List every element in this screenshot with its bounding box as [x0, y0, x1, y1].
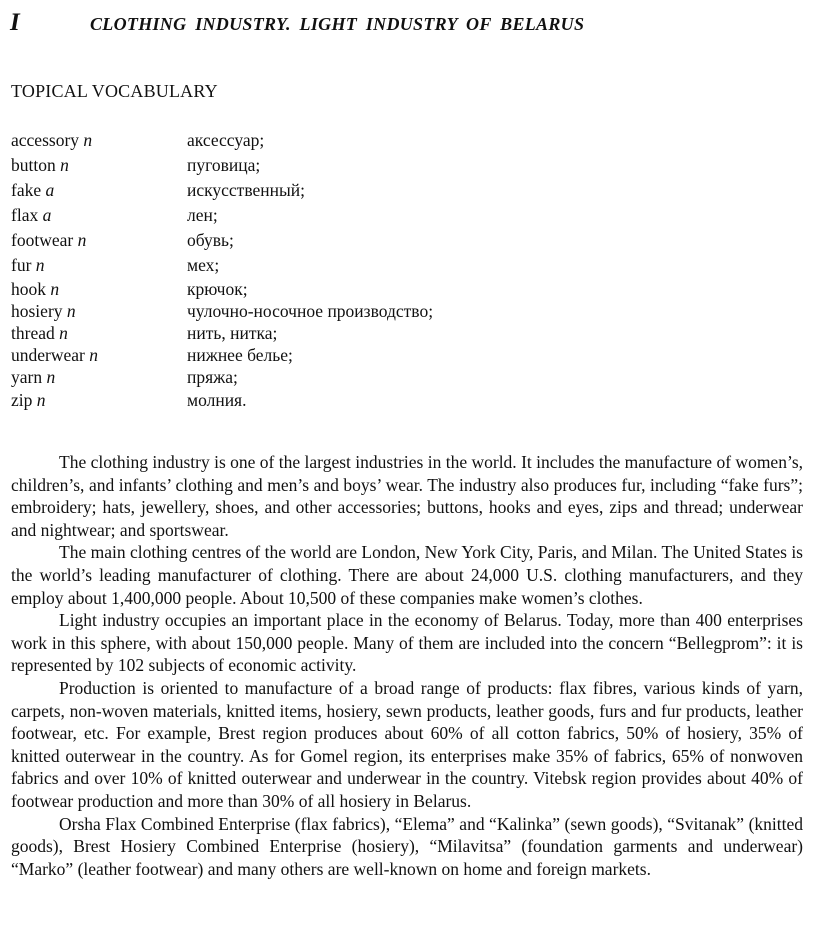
vocabulary-entry — [11, 344, 711, 366]
vocabulary-term — [11, 278, 59, 300]
vocabulary-translation: пряжа; — [187, 367, 238, 387]
part-of-speech: n — [46, 367, 56, 387]
chapter-title: CLOTHING INDUSTRY. LIGHT INDUSTRY OF BELARUS — [90, 14, 585, 34]
vocabulary-entry — [11, 253, 711, 278]
vocabulary-translation: пуговица; — [187, 155, 261, 175]
vocabulary-entry — [11, 178, 711, 203]
part-of-speech: n — [83, 130, 93, 150]
vocabulary-term — [11, 178, 54, 203]
body-text — [11, 451, 803, 880]
vocabulary-term — [11, 344, 98, 366]
vocabulary-word: zip — [11, 390, 33, 410]
vocabulary-term — [11, 300, 76, 322]
vocabulary-translation: искусственный; — [187, 180, 305, 200]
vocabulary-entry — [11, 388, 711, 413]
vocabulary-term — [11, 203, 51, 228]
part-of-speech: n — [36, 390, 46, 410]
vocabulary-entry — [11, 366, 711, 388]
vocabulary-entry — [11, 153, 711, 178]
chapter-number: I — [10, 9, 20, 36]
part-of-speech: n — [66, 301, 76, 321]
vocabulary-word: yarn — [11, 367, 43, 387]
part-of-speech: a — [45, 180, 55, 200]
part-of-speech: n — [60, 155, 69, 175]
vocabulary-term — [11, 253, 45, 278]
part-of-speech: n — [35, 255, 45, 275]
paragraph: Production is oriented to manufacture of a broad range of products: flax fibres, various kinds of yarn, carpets, non-woven materials, knitted items, hosiery, sewn products, leather goods, furs and fur products, leather footwear, etc. For example, Brest region produces about 60% of all cotton fabrics, 50% of hosiery, 35% of knitted outerwear in the country. As for Gomel region, its enterprises make 35% of fabrics, 65% of nonwoven fabrics and over 10% of knitted outerwear and underwear in the country. Vitebsk region provides about 40% of footwear production and more than 30% of all hosiery in Belarus. — [11, 677, 803, 811]
section-title: TOPICAL VOCABULARY — [11, 81, 218, 101]
paragraph: The clothing industry is one of the largest industries in the world. It includes the manufacture of women’s, children’s, and infants’ clothing and men’s and boys’ wear. The industry also produces fur, including “fake furs”; embroidery; hats, jewellery, shoes, and other accessories; buttons, hooks and eyes, zips and thread; underwear and nightwear; and sportswear. — [11, 452, 803, 540]
vocabulary-entry — [11, 300, 711, 322]
vocabulary-term — [11, 322, 68, 344]
paragraph: Light industry occupies an important place in the economy of Belarus. Today, more than 400 enterprises work in this sphere, with about 150,000 people. Many of them are included into the concern “Bellegprom”: it is represented by 102 subjects of economic activity. — [11, 610, 803, 676]
vocabulary-word: fur — [11, 255, 32, 275]
vocabulary-translation: обувь; — [187, 230, 234, 250]
vocabulary-word: hosiery — [11, 301, 63, 321]
vocabulary-translation: мех; — [187, 255, 220, 275]
paragraph: The main clothing centres of the world are London, New York City, Paris, and Milan. The United States is the world’s leading manufacturer of clothing. There are about 24,000 U.S. clothing manufacturers, and they employ about 1,400,000 people. About 10,500 of these companies make women’s clothes. — [11, 542, 803, 608]
part-of-speech: a — [42, 205, 52, 225]
vocabulary-term — [11, 128, 92, 153]
chapter-header — [10, 8, 810, 38]
vocabulary-entry — [11, 203, 711, 228]
vocabulary-translation: нить, нитка; — [187, 323, 278, 343]
vocabulary-term — [11, 388, 46, 413]
vocabulary-entry — [11, 278, 711, 300]
vocabulary-word: footwear — [11, 230, 74, 250]
vocabulary-word: thread — [11, 323, 55, 343]
vocabulary-term — [11, 153, 69, 178]
vocabulary-term — [11, 228, 86, 253]
vocabulary-word: fake — [11, 180, 42, 200]
vocabulary-entry — [11, 128, 711, 153]
part-of-speech: n — [50, 279, 60, 299]
part-of-speech: n — [77, 230, 87, 250]
vocabulary-translation: лен; — [187, 205, 218, 225]
vocabulary-entry — [11, 322, 711, 344]
vocabulary-translation: аксессуар; — [187, 130, 265, 150]
vocabulary-word: accessory — [11, 130, 80, 150]
vocabulary-word: hook — [11, 279, 46, 299]
vocabulary-word: button — [11, 155, 56, 175]
vocabulary-word: underwear — [11, 345, 85, 365]
vocabulary-translation: нижнее белье; — [187, 345, 293, 365]
vocabulary-word: flax — [11, 205, 39, 225]
vocabulary-translation: молния. — [187, 390, 247, 410]
vocabulary-translation: крючок; — [187, 279, 248, 299]
vocabulary-translation: чулочно-носочное производство; — [187, 301, 434, 321]
vocabulary-entry — [11, 228, 711, 253]
vocabulary-list — [11, 128, 711, 413]
part-of-speech: n — [59, 323, 68, 343]
paragraph: Orsha Flax Combined Enterprise (flax fabrics), “Elema” and “Kalinka” (sewn goods), “Svitanak” (knitted goods), Brest Hosiery Combined Enterprise (hosiery), “Milavitsa” (foundation garments and underwear) “Marko” (leather footwear) and many others are well-known on home and foreign markets. — [11, 813, 803, 879]
part-of-speech: n — [89, 345, 98, 365]
vocabulary-term — [11, 366, 55, 388]
